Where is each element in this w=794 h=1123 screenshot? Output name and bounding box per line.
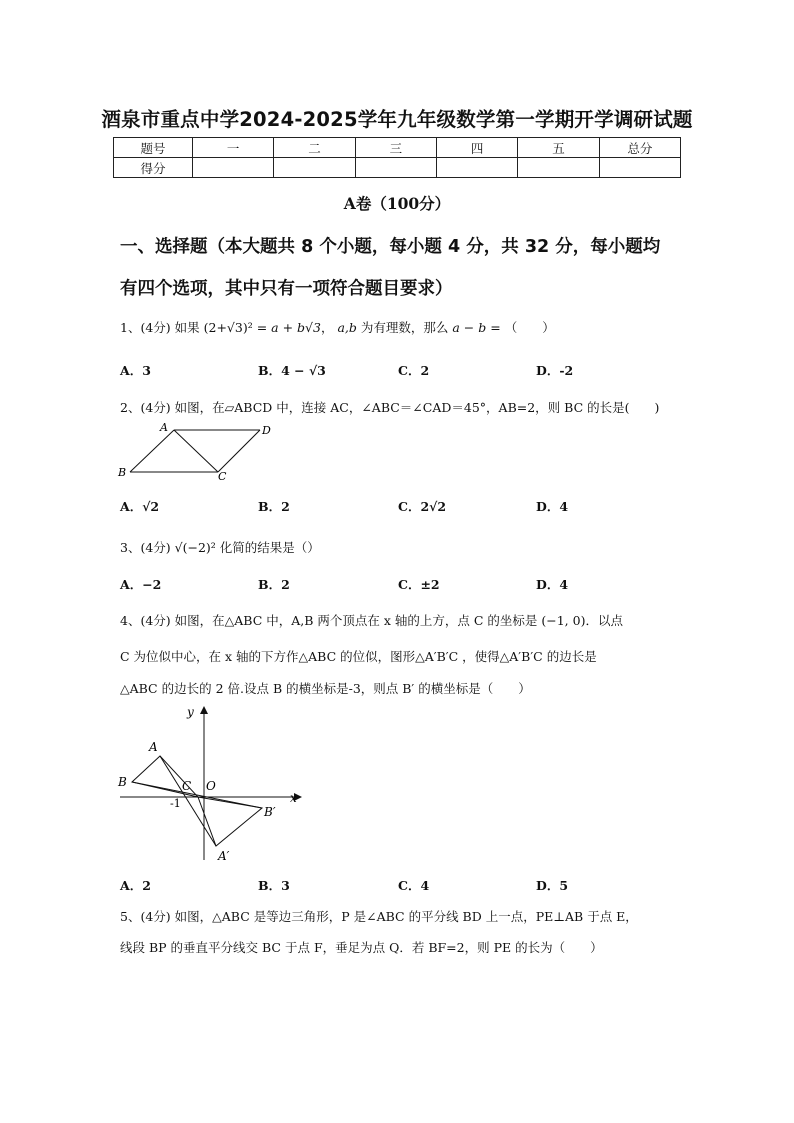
q2-option-a[interactable]: A．√2 xyxy=(120,499,160,514)
q1-option-b[interactable]: B．4 − √3 xyxy=(258,363,326,378)
q2-label-c: C xyxy=(218,470,227,482)
exam-title: 酒泉市重点中学2024-2025学年九年级数学第一学期开学调研试题 xyxy=(101,108,693,131)
q4-option-c[interactable]: C．4 xyxy=(398,878,430,893)
question-3 xyxy=(120,538,320,556)
q4-label-x: x xyxy=(290,791,297,805)
question-5-line2: 线段 BP 的垂直平分线交 BC 于点 F，垂足为点 Q．若 BF=2，则 PE 的长为（ ） xyxy=(120,940,603,955)
q3-option-a[interactable]: A．−2 xyxy=(120,577,162,592)
score-table-header-row xyxy=(114,138,681,158)
section-a-title: A卷（100分） xyxy=(343,194,451,213)
question-4-line1: 4、(4分) 如图，在△ABC 中，A,B 两个顶点在 x 轴的上方，点 C 的坐标是 (−1, 0)．以点 xyxy=(120,613,623,628)
q1-option-a[interactable]: A．3 xyxy=(120,363,151,378)
q4-line-aa1 xyxy=(160,756,216,846)
q4-y-arrow-icon xyxy=(200,706,208,714)
q1-option-d[interactable]: D．-2 xyxy=(536,363,574,378)
q2-label-a: A xyxy=(160,421,168,434)
score-table xyxy=(113,137,681,178)
score-header-cell: 题号 xyxy=(114,138,193,158)
score-header-cell: 三 xyxy=(355,138,436,158)
score-blank-cell[interactable] xyxy=(518,158,599,178)
score-header-cell: 五 xyxy=(518,138,599,158)
question-4-line2: C 为位似中心，在 x 轴的下方作△ABC 的位似，图形△A′B′C ，使得△A′B′C 的边长是 xyxy=(120,649,597,664)
score-blank-cell[interactable] xyxy=(193,158,274,178)
q2-option-d[interactable]: D．4 xyxy=(536,499,569,514)
q4-label-o: O xyxy=(206,779,216,793)
q1-vars: a,b xyxy=(337,320,357,335)
question-2: 2、(4分) 如图，在▱ABCD 中，连接 AC，∠ABC＝∠CAD＝45°，AB=2，则 BC 的长是( ) xyxy=(120,400,660,415)
q4-option-a[interactable]: A．2 xyxy=(120,878,151,893)
score-header-cell: 四 xyxy=(436,138,517,158)
q4-label-minus-one: -1 xyxy=(170,797,181,810)
score-blank-cell[interactable] xyxy=(599,158,680,178)
score-blank-cell[interactable] xyxy=(274,158,355,178)
q2-diagonal-ac xyxy=(174,430,218,472)
score-header-cell: 二 xyxy=(274,138,355,158)
score-row-label: 得分 xyxy=(114,158,193,178)
q1-option-c[interactable]: C．2 xyxy=(398,363,430,378)
q3-tail: 化简的结果是（） xyxy=(215,540,320,555)
question-1 xyxy=(120,318,555,336)
q4-label-a-prime: A′ xyxy=(218,849,230,863)
q1-expr-lhs: (2+√3)² xyxy=(203,320,253,335)
question-5-line1: 5、(4分) 如图，△ABC 是等边三角形，P 是∠ABC 的平分线 BD 上一点，PE⊥AB 于点 E， xyxy=(120,909,638,924)
q4-label-c: C xyxy=(182,779,192,793)
q2-label-d: D xyxy=(262,424,271,437)
q2-parallelogram-figure xyxy=(112,420,282,482)
q4-label-y: y xyxy=(187,705,194,719)
q1-prefix: 1、(4分) 如果 xyxy=(120,320,200,335)
part1-heading-line1: 一、选择题（本大题共 8 个小题，每小题 4 分，共 32 分，每小题均 xyxy=(120,237,661,257)
score-header-cell: 一 xyxy=(193,138,274,158)
q1-expr-eq: = a + b√3 xyxy=(256,320,321,335)
q2-option-c[interactable]: C．2√2 xyxy=(398,499,447,514)
q3-prefix: 3、(4分) xyxy=(120,540,171,555)
q4-label-b-prime: B′ xyxy=(264,805,276,819)
q4-option-d[interactable]: D．5 xyxy=(536,878,569,893)
score-blank-cell[interactable] xyxy=(355,158,436,178)
score-table-score-row xyxy=(114,158,681,178)
q4-triangle-a1b1c xyxy=(198,797,262,846)
q4-coordinate-figure xyxy=(112,700,312,868)
q3-option-c[interactable]: C．±2 xyxy=(398,577,440,592)
q4-label-b: B xyxy=(118,775,127,789)
q1-tail: （ ） xyxy=(504,320,555,335)
q4-option-b[interactable]: B．3 xyxy=(258,878,290,893)
q4-label-a: A xyxy=(149,740,158,754)
q4-line-bb1 xyxy=(132,782,262,808)
q2-edge-ab xyxy=(130,430,174,472)
q1-mid: ， xyxy=(320,320,334,335)
q1-text2: 为有理数，那么 xyxy=(356,320,449,335)
part1-heading-line2: 有四个选项，其中只有一项符合题目要求） xyxy=(120,279,453,299)
score-blank-cell[interactable] xyxy=(436,158,517,178)
q1-expr-ask: a − b = xyxy=(452,320,501,335)
q3-expr: √(−2)² xyxy=(174,540,216,555)
q2-label-b: B xyxy=(118,466,127,479)
q3-option-d[interactable]: D．4 xyxy=(536,577,569,592)
q2-edge-cd xyxy=(218,430,260,472)
question-4-line3: △ABC 的边长的 2 倍.设点 B 的横坐标是-3，则点 B′ 的横坐标是（ ） xyxy=(120,681,531,696)
q3-option-b[interactable]: B．2 xyxy=(258,577,290,592)
score-header-cell: 总分 xyxy=(599,138,680,158)
q2-option-b[interactable]: B．2 xyxy=(258,499,290,514)
